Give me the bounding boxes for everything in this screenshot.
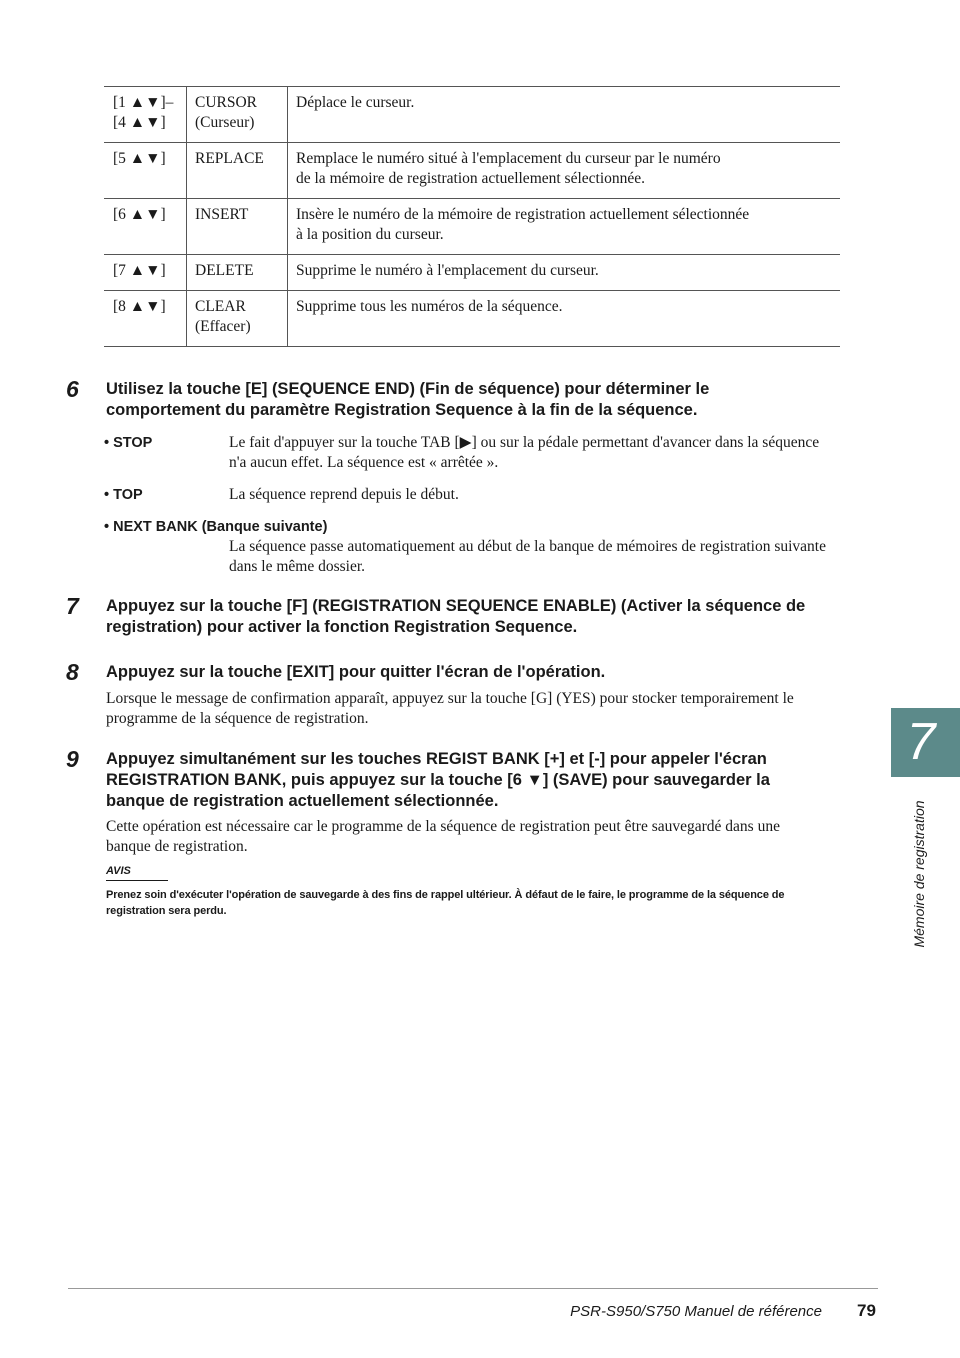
- step-heading: Appuyez sur la touche [EXIT] pour quitter l'écran de l'opération.: [106, 663, 606, 681]
- footer-divider: [68, 1288, 878, 1289]
- step-heading: Utilisez la touche [E] (SEQUENCE END) (Fin de séquence) pour déterminer le comportement du paramètre Registration Sequence à la fin de la séquence.: [106, 380, 710, 419]
- step-number: 7: [66, 593, 79, 619]
- step-number: 8: [66, 659, 79, 685]
- option-label: • STOP: [104, 435, 153, 451]
- option-description: Le fait d'appuyer sur la touche TAB [▶] ou sur la pédale permettant d'avancer dans la séquence n'a aucun effet. La séquence est « arrêtée ».: [229, 434, 820, 471]
- option-description: La séquence passe automatiquement au début de la banque de mémoires de registration suivante dans le même dossier.: [229, 538, 826, 575]
- description-cell: Supprime le numéro à l'emplacement du curseur.: [296, 262, 599, 279]
- option-label: • NEXT BANK (Banque suivante): [104, 519, 328, 535]
- footer-title: PSR-S950/S750 Manuel de référence: [570, 1303, 822, 1320]
- chapter-number: 7: [906, 713, 936, 771]
- step-body: Lorsque le message de confirmation apparaît, appuyez sur la touche [G] (YES) pour stocker temporairement le programme de la séquence de registration.: [106, 690, 794, 727]
- notice-label: AVIS: [106, 864, 168, 881]
- name-cell: INSERT: [187, 199, 288, 254]
- option-description: La séquence reprend depuis le début.: [229, 486, 459, 503]
- step-number: 9: [66, 746, 79, 772]
- button-cell: [5 ▲▼]: [104, 143, 187, 198]
- step-heading: Appuyez sur la touche [F] (REGISTRATION SEQUENCE ENABLE) (Activer la séquence de registration) pour activer la fonction Registration Sequence.: [106, 597, 806, 636]
- description-cell: Déplace le curseur.: [296, 94, 415, 111]
- operations-table: [104, 86, 840, 347]
- description-cell: Supprime tous les numéros de la séquence.: [296, 298, 563, 315]
- step-body: Cette opération est nécessaire car le programme de la séquence de registration peut être sauvegardé dans une banque de registration.: [106, 818, 780, 855]
- description-cell: Remplace le numéro situé à l'emplacement du curseur par le numéro de la mémoire de registration actuellement sélectionnée.: [296, 150, 721, 187]
- button-cell: [6 ▲▼]: [104, 199, 187, 254]
- table-row: [104, 143, 840, 199]
- option-label: • TOP: [104, 487, 143, 503]
- table-row: [104, 199, 840, 255]
- button-cell: [8 ▲▼]: [104, 291, 187, 346]
- notice-text: Prenez soin d'exécuter l'opération de sauvegarde à des fins de rappel ultérieur. À défaut de le faire, le programme de la séquence de registration sera perdu.: [106, 889, 785, 917]
- button-cell: [7 ▲▼]: [104, 255, 187, 290]
- name-cell: REPLACE: [187, 143, 288, 198]
- name-cell: CURSOR (Curseur): [187, 87, 288, 142]
- name-cell: DELETE: [187, 255, 288, 290]
- table-row: [104, 87, 840, 143]
- page-number: 79: [857, 1301, 876, 1320]
- name-cell: CLEAR (Effacer): [187, 291, 288, 346]
- step-heading: Appuyez simultanément sur les touches REGIST BANK [+] et [-] pour appeler l'écran REGISTRATION BANK, puis appuyez sur la touche [6 ▼] (SAVE) pour sauvegarder la banque de registration actuellement sélectionnée.: [106, 750, 770, 810]
- chapter-tab: [891, 708, 960, 777]
- description-cell: Insère le numéro de la mémoire de registration actuellement sélectionnée à la position du curseur.: [296, 206, 750, 243]
- step-number: 6: [66, 376, 79, 402]
- table-row: [104, 255, 840, 291]
- button-cell: [1 ▲▼]– [4 ▲▼]: [104, 87, 187, 142]
- table-row: [104, 291, 840, 347]
- chapter-title: Mémoire de registration: [911, 800, 927, 948]
